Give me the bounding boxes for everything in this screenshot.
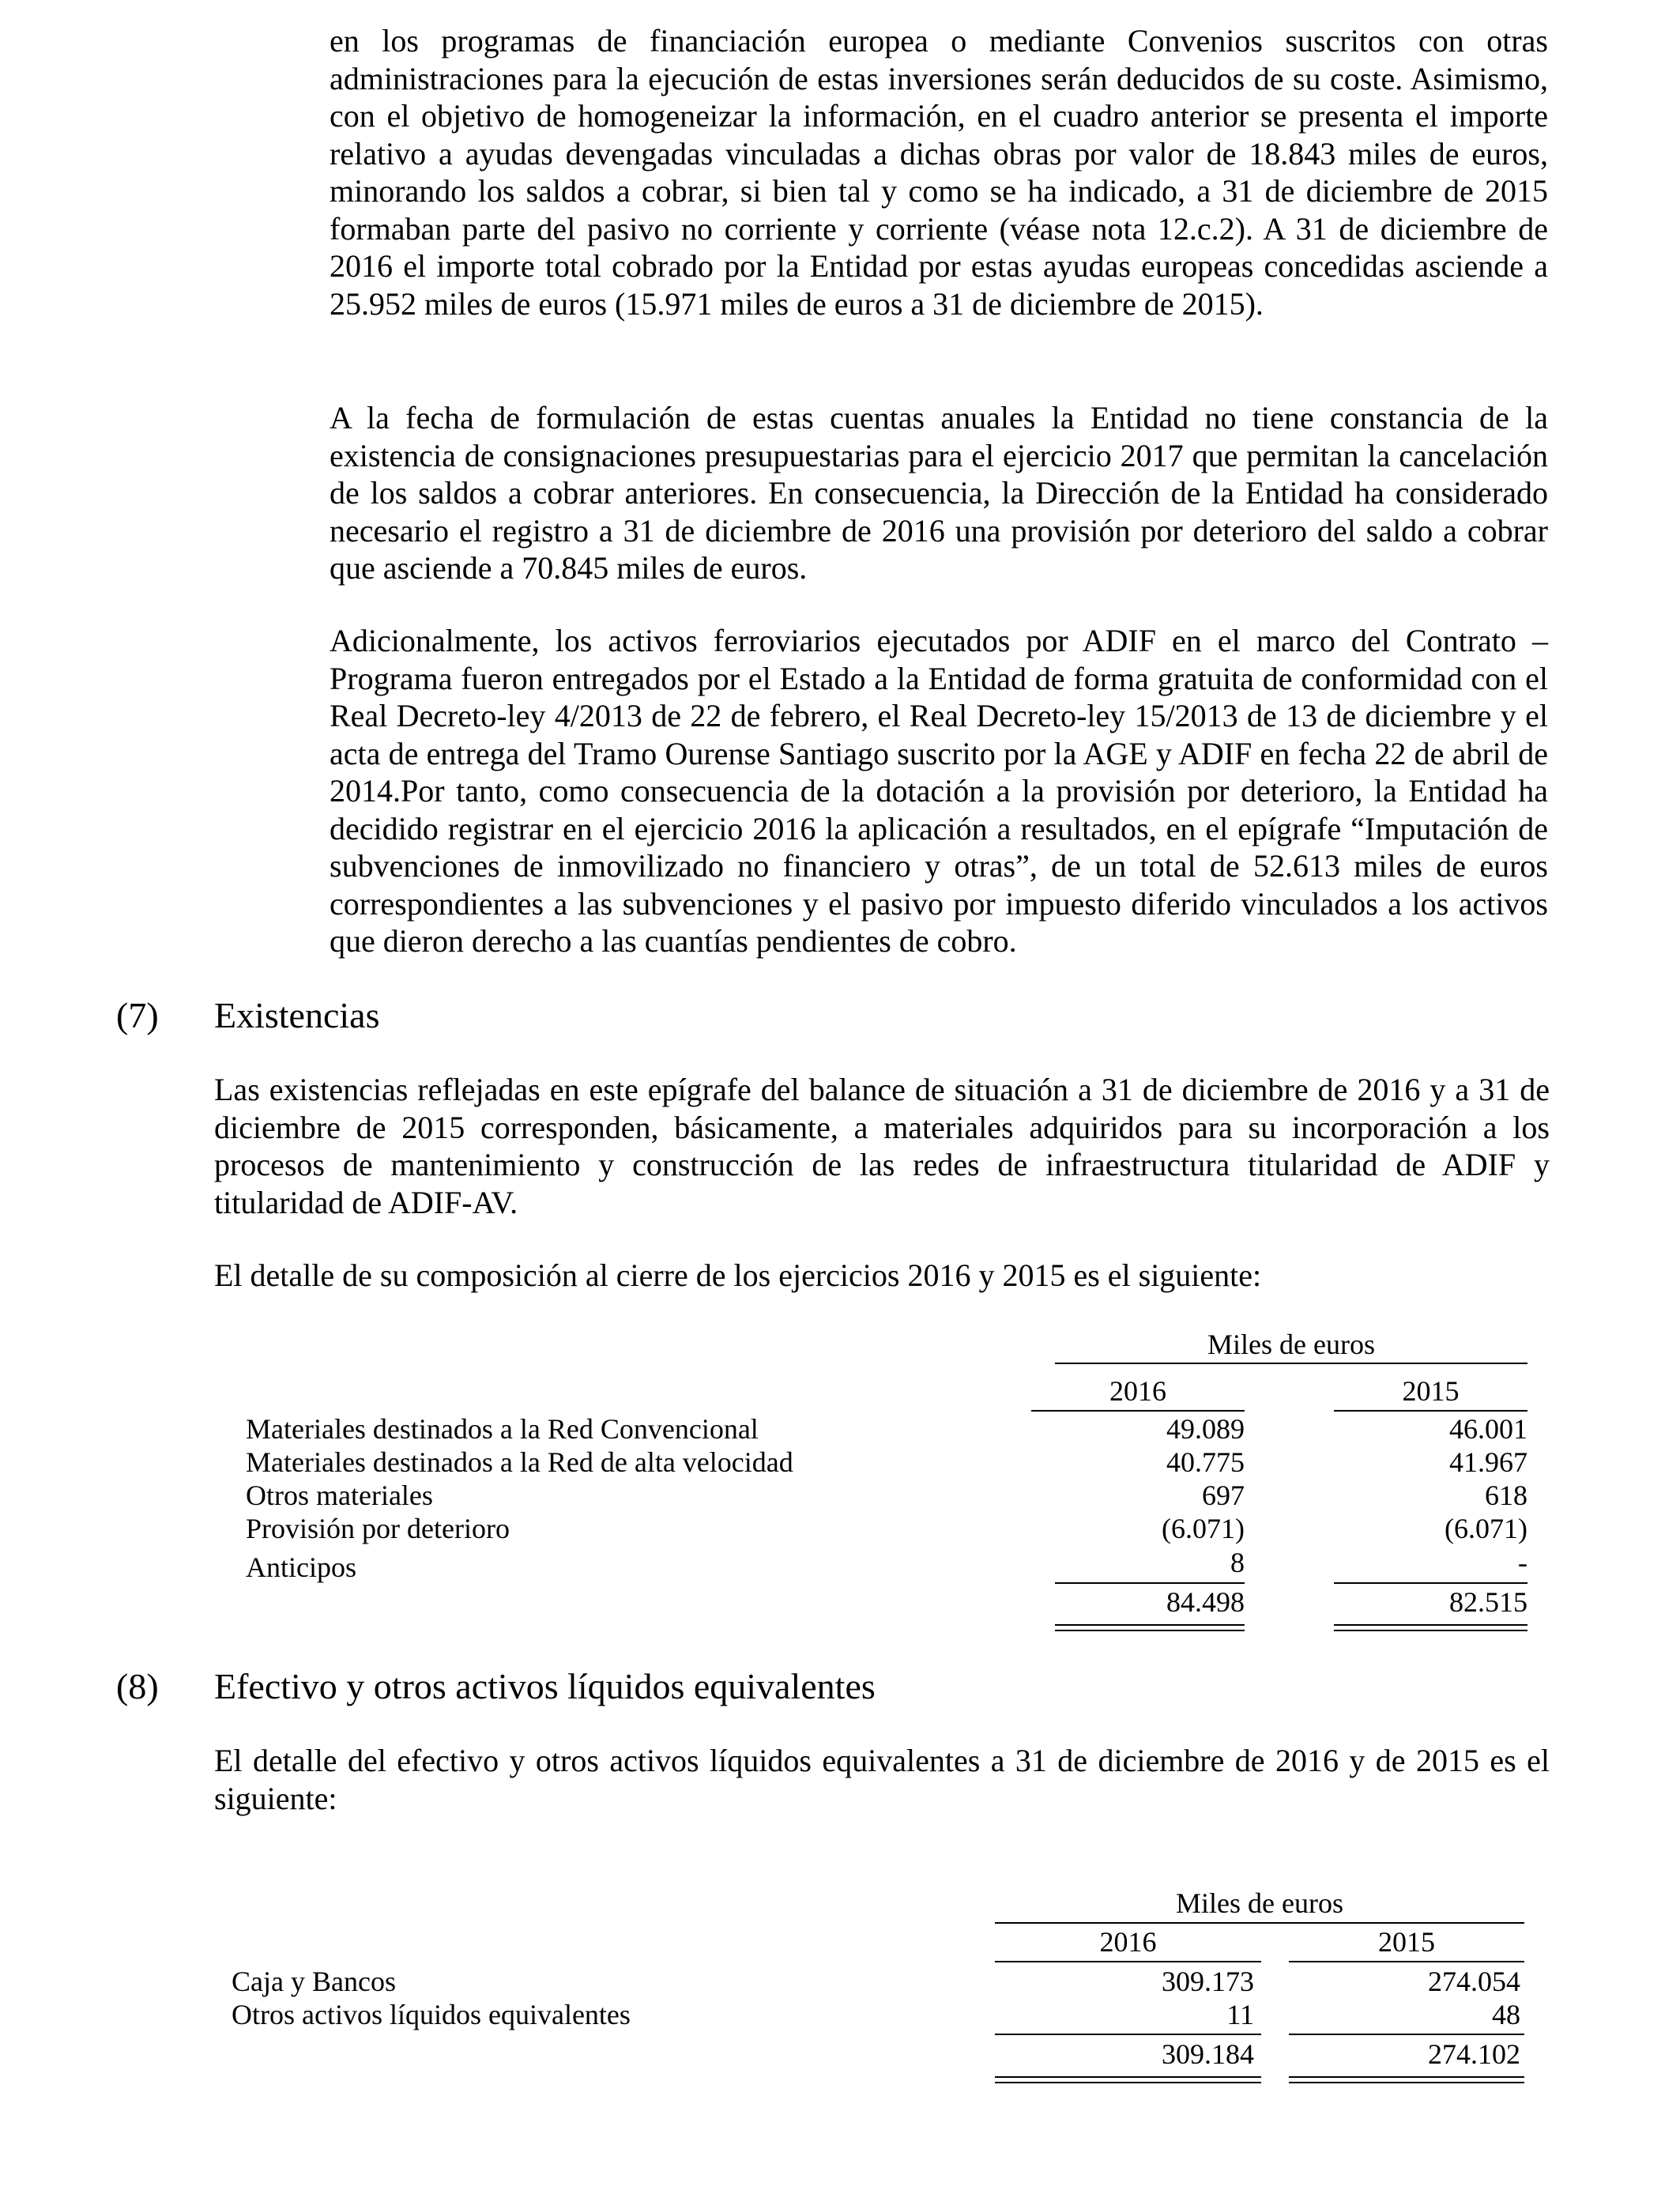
header-rule: [995, 1922, 1524, 1924]
total-value-2015: 274.102: [1428, 2038, 1520, 2070]
column-header-2015: 2015: [1402, 1375, 1460, 1407]
row-value-2016: 11: [1226, 1999, 1254, 2030]
section-8-intro: El detalle del efectivo y otros activos líquidos equivalentes a 31 de diciembre de 2016 y de 2015 es el siguiente:: [214, 1743, 1550, 1816]
row-label: Caja y Bancos: [232, 1966, 396, 1997]
row-label: Otros activos líquidos equivalentes: [232, 1999, 631, 2030]
section-7-number: (7): [116, 995, 159, 1035]
total-rule-2015: [1334, 1582, 1527, 1584]
row-label: Provisión por deterioro: [246, 1513, 510, 1544]
row-value-2015: 618: [1485, 1480, 1527, 1511]
column-header-2015: 2015: [1378, 1926, 1435, 1958]
row-value-2016: (6.071): [1162, 1513, 1245, 1544]
double-rule-2015-lower: [1334, 1630, 1527, 1631]
section-7-title: Existencias: [214, 995, 380, 1035]
row-value-2016: 49.089: [1166, 1413, 1245, 1445]
row-value-2016: 8: [1230, 1547, 1245, 1578]
row-label: Otros materiales: [246, 1480, 433, 1511]
total-rule-2016: [1055, 1582, 1245, 1584]
column-header-2016: 2016: [1099, 1926, 1157, 1958]
table-unit-header: Miles de euros: [1176, 1887, 1343, 1919]
row-value-2015: 274.054: [1428, 1966, 1520, 1997]
paragraph-ayudas: en los programas de financiación europea o mediante Convenios suscritos con otras administraciones para la ejecución de estas inversiones serán deducidos de su coste. Asimismo, con el objetivo de homogeneizar la información, en el cuadro anterior se presenta el importe relativo a ayudas devengadas vinculadas a dichas obras por valor de 18.843 miles de euros, minorando los saldos a cobrar, si bien tal y como se ha indicado, a 31 de diciembre de 2015 formaban parte del pasivo no corriente y corriente (véase nota 12.c.2). A 31 de diciembre de 2016 el importe total cobrado por la Entidad por estas ayudas europeas concedidas asciende a 25.952 miles de euros (15.971 miles de euros a 31 de diciembre de 2015).: [330, 23, 1548, 322]
row-value-2015: 41.967: [1449, 1446, 1527, 1478]
section-7-intro: Las existencias reflejadas en este epígrafe del balance de situación a 31 de diciembre de 2016 y a 31 de diciembre de 2015 corresponden, básicamente, a materiales adquiridos para su incorporación a los procesos de mantenimiento y construcción de las redes de infraestructura titularidad de ADIF y titularidad de ADIF-AV.: [214, 1072, 1550, 1220]
section-8-title: Efectivo y otros activos líquidos equivalentes: [214, 1666, 876, 1706]
row-value-2016: 40.775: [1166, 1446, 1245, 1478]
total-value-2016: 84.498: [1166, 1586, 1245, 1618]
paragraph-consignaciones: A la fecha de formulación de estas cuentas anuales la Entidad no tiene constancia de la existencia de consignaciones presupuestarias para el ejercicio 2017 que permitan la cancelación de los saldos a cobrar anteriores. En consecuencia, la Dirección de la Entidad ha considerado necesario el registro a 31 de diciembre de 2016 una provisión por deterioro del saldo a cobrar que asciende a 70.845 miles de euros.: [330, 400, 1548, 586]
header-rule: [1055, 1363, 1527, 1364]
total-value-2016: 309.184: [1162, 2038, 1254, 2070]
double-rule-2016-lower: [1055, 1630, 1245, 1631]
column-rule-2015: [1334, 1410, 1527, 1412]
row-label: Materiales destinados a la Red Convencional: [246, 1413, 759, 1445]
row-label: Anticipos: [246, 1551, 356, 1583]
section-7-detail-intro: El detalle de su composición al cierre de los ejercicios 2016 y 2015 es el siguiente:: [214, 1257, 1262, 1293]
double-rule-2016: [995, 2076, 1261, 2078]
column-rule-2015: [1289, 1961, 1524, 1962]
row-value-2015: 46.001: [1449, 1413, 1527, 1445]
row-value-2016: 309.173: [1162, 1966, 1254, 1997]
table-unit-header: Miles de euros: [1207, 1329, 1375, 1360]
column-rule-2016: [995, 1961, 1261, 1962]
row-value-2015: -: [1518, 1547, 1527, 1578]
total-rule-2016: [995, 2034, 1261, 2035]
column-rule-2016: [1031, 1410, 1245, 1412]
double-rule-2015: [1289, 2076, 1524, 2078]
row-value-2016: 697: [1202, 1480, 1245, 1511]
paragraph-activos-ferroviarios: Adicionalmente, los activos ferroviarios ejecutados por ADIF en el marco del Contrato – Programa fueron entregados por el Estado a la Entidad de forma gratuita de conformidad con el Real Decreto-ley 4/2013 de 22 de febrero, el Real Decreto-ley 15/2013 de 13 de diciembre y el acta de entrega del Tramo Ourense Santiago suscrito por la AGE y ADIF en fecha 22 de abril de 2014.Por tanto, como consecuencia de la dotación a la provisión por deterioro, la Entidad ha decidido registrar en el ejercicio 2016 la aplicación a resultados, en el epígrafe “Imputación de subvenciones de inmovilizado no financiero y otras”, de un total de 52.613 miles de euros correspondientes a las subvenciones y el pasivo por impuesto diferido vinculados a los activos que dieron derecho a las cuantías pendientes de cobro.: [330, 623, 1548, 959]
row-value-2015: (6.071): [1445, 1513, 1527, 1544]
section-8-number: (8): [116, 1666, 159, 1706]
double-rule-2016: [1055, 1624, 1245, 1626]
double-rule-2015-lower: [1289, 2082, 1524, 2083]
row-label: Materiales destinados a la Red de alta velocidad: [246, 1446, 793, 1478]
row-value-2015: 48: [1492, 1999, 1520, 2030]
total-value-2015: 82.515: [1449, 1586, 1527, 1618]
column-header-2016: 2016: [1109, 1375, 1166, 1407]
total-rule-2015: [1289, 2034, 1524, 2035]
double-rule-2015: [1334, 1624, 1527, 1626]
double-rule-2016-lower: [995, 2082, 1261, 2083]
